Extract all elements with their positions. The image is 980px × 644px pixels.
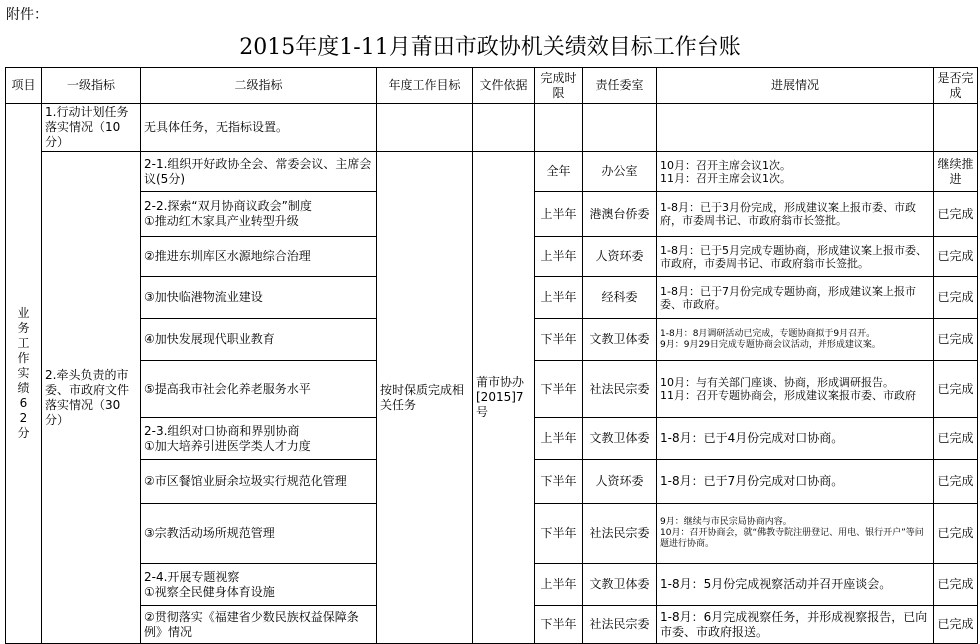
level2-cell: ②推进东圳库区水源地综合治理 — [141, 237, 377, 277]
progress-cell-empty — [657, 104, 934, 152]
done-cell: 已完成 — [934, 504, 978, 564]
done-cell: 已完成 — [934, 564, 978, 606]
dept-cell: 文教卫体委 — [583, 319, 657, 361]
dept-cell: 办公室 — [583, 152, 657, 192]
dept-cell: 经科委 — [583, 277, 657, 319]
header-level1: 一级指标 — [42, 68, 141, 104]
performance-table — [5, 67, 978, 644]
done-cell: 已完成 — [934, 319, 978, 361]
progress-cell: 1-8月：已于7月份完成专题协商，形成建议案上报市委、市政府。 — [657, 277, 934, 319]
progress-cell: 1-8月：6月完成视察任务，并形成视察报告，已向市委、市政府报送。 — [657, 606, 934, 644]
page-title: 2015年度1-11月莆田市政协机关绩效目标工作台账 — [239, 35, 741, 60]
level1-cell: 2.牵头负责的市委、市政府文件落实情况（30分） — [42, 152, 141, 644]
level2-cell: 2-1.组织开好政协全会、常委会议、主席会议(5分) — [141, 152, 377, 192]
dept-cell-empty — [583, 104, 657, 152]
header-basis: 文件依据 — [473, 68, 535, 104]
done-cell: 已完成 — [934, 361, 978, 418]
deadline-cell: 上半年 — [535, 237, 583, 277]
level2-cell: 无具体任务，无指标设置。 — [141, 104, 377, 152]
level2-cell: ②贯彻落实《福建省少数民族权益保障条例》情况 — [141, 606, 377, 644]
progress-cell: 9月：继续与市民宗局协商内容。 10月：召开协商会，就“佛教寺院注册登记、用电、银行开户”等问题进行协商。 — [657, 504, 934, 564]
done-cell: 已完成 — [934, 192, 978, 237]
level2-cell: ④加快发展现代职业教育 — [141, 319, 377, 361]
table-row — [6, 104, 978, 152]
level2-cell: 2-4.开展专题视察 ①视察全民健身体育设施 — [141, 564, 377, 606]
deadline-cell: 下半年 — [535, 606, 583, 644]
level2-cell: ②市区餐馆业厨余垃圾实行规范化管理 — [141, 460, 377, 504]
goal-cell: 按时保质完成相关任务 — [377, 152, 473, 644]
done-cell: 已完成 — [934, 237, 978, 277]
header-item: 项目 — [6, 68, 42, 104]
header-progress: 进展情况 — [657, 68, 934, 104]
dept-cell: 社法民宗委 — [583, 361, 657, 418]
header-deadline: 完成时限 — [535, 68, 583, 104]
deadline-cell: 下半年 — [535, 460, 583, 504]
deadline-cell: 下半年 — [535, 504, 583, 564]
level1-cell: 1.行动计划任务落实情况（10分） — [42, 104, 141, 152]
progress-cell: 1-8月：8月调研活动已完成，专题协商拟于9月召开。 9月：9月29日完成专题协商会议活动，并形成建议案。 — [657, 319, 934, 361]
header-done: 是否完成 — [934, 68, 978, 104]
level2-cell: ③宗教活动场所规范管理 — [141, 504, 377, 564]
level2-cell: 2-2.探索“双月协商议政会”制度 ①推动红木家具产业转型升级 — [141, 192, 377, 237]
goal-cell-empty — [377, 104, 473, 152]
done-cell: 继续推进 — [934, 152, 978, 192]
attachment-label: 附件： — [6, 7, 48, 23]
progress-cell: 1-8月：5月份完成视察活动并召开座谈会。 — [657, 564, 934, 606]
dept-cell: 文教卫体委 — [583, 564, 657, 606]
table-row — [6, 152, 978, 192]
deadline-cell: 上半年 — [535, 564, 583, 606]
dept-cell: 人资环委 — [583, 460, 657, 504]
progress-cell: 1-8月：已于3月份完成，形成建议案上报市委、市政府，市委周书记、市政府翁市长签批。 — [657, 192, 934, 237]
deadline-cell: 全年 — [535, 152, 583, 192]
done-cell: 已完成 — [934, 277, 978, 319]
dept-cell: 社法民宗委 — [583, 606, 657, 644]
progress-cell: 1-8月：已于4月份完成对口协商。 — [657, 418, 934, 460]
done-cell: 已完成 — [934, 460, 978, 504]
progress-cell: 1-8月：已于7月份完成对口协商。 — [657, 460, 934, 504]
header-dept: 责任委室 — [583, 68, 657, 104]
level2-cell: ③加快临港物流业建设 — [141, 277, 377, 319]
item-cell: 业务工作实绩62分 — [6, 104, 42, 644]
basis-cell: 莆市协办[2015]7号 — [473, 152, 535, 644]
header-row — [6, 68, 978, 104]
basis-cell-empty — [473, 104, 535, 152]
header-goal: 年度工作目标 — [377, 68, 473, 104]
dept-cell: 人资环委 — [583, 237, 657, 277]
dept-cell: 社法民宗委 — [583, 504, 657, 564]
deadline-cell: 上半年 — [535, 192, 583, 237]
header-level2: 二级指标 — [141, 68, 377, 104]
deadline-cell: 上半年 — [535, 418, 583, 460]
dept-cell: 文教卫体委 — [583, 418, 657, 460]
deadline-cell-empty — [535, 104, 583, 152]
progress-cell: 10月：召开主席会议1次。 11月：召开主席会议1次。 — [657, 152, 934, 192]
level2-cell: 2-3.组织对口协商和界别协商 ①加大培养引进医学类人才力度 — [141, 418, 377, 460]
deadline-cell: 上半年 — [535, 277, 583, 319]
progress-cell: 1-8月：已于5月完成专题协商，形成建议案上报市委、市政府，市委周书记、市政府翁市长签批。 — [657, 237, 934, 277]
deadline-cell: 下半年 — [535, 361, 583, 418]
done-cell: 已完成 — [934, 418, 978, 460]
done-cell: 已完成 — [934, 606, 978, 644]
level2-cell: ⑤提高我市社会化养老服务水平 — [141, 361, 377, 418]
dept-cell: 港澳台侨委 — [583, 192, 657, 237]
deadline-cell: 下半年 — [535, 319, 583, 361]
progress-cell: 10月：与有关部门座谈、协商，形成调研报告。 11月：召开专题协商会，形成建议案报市委、市政府 — [657, 361, 934, 418]
done-cell-empty — [934, 104, 978, 152]
